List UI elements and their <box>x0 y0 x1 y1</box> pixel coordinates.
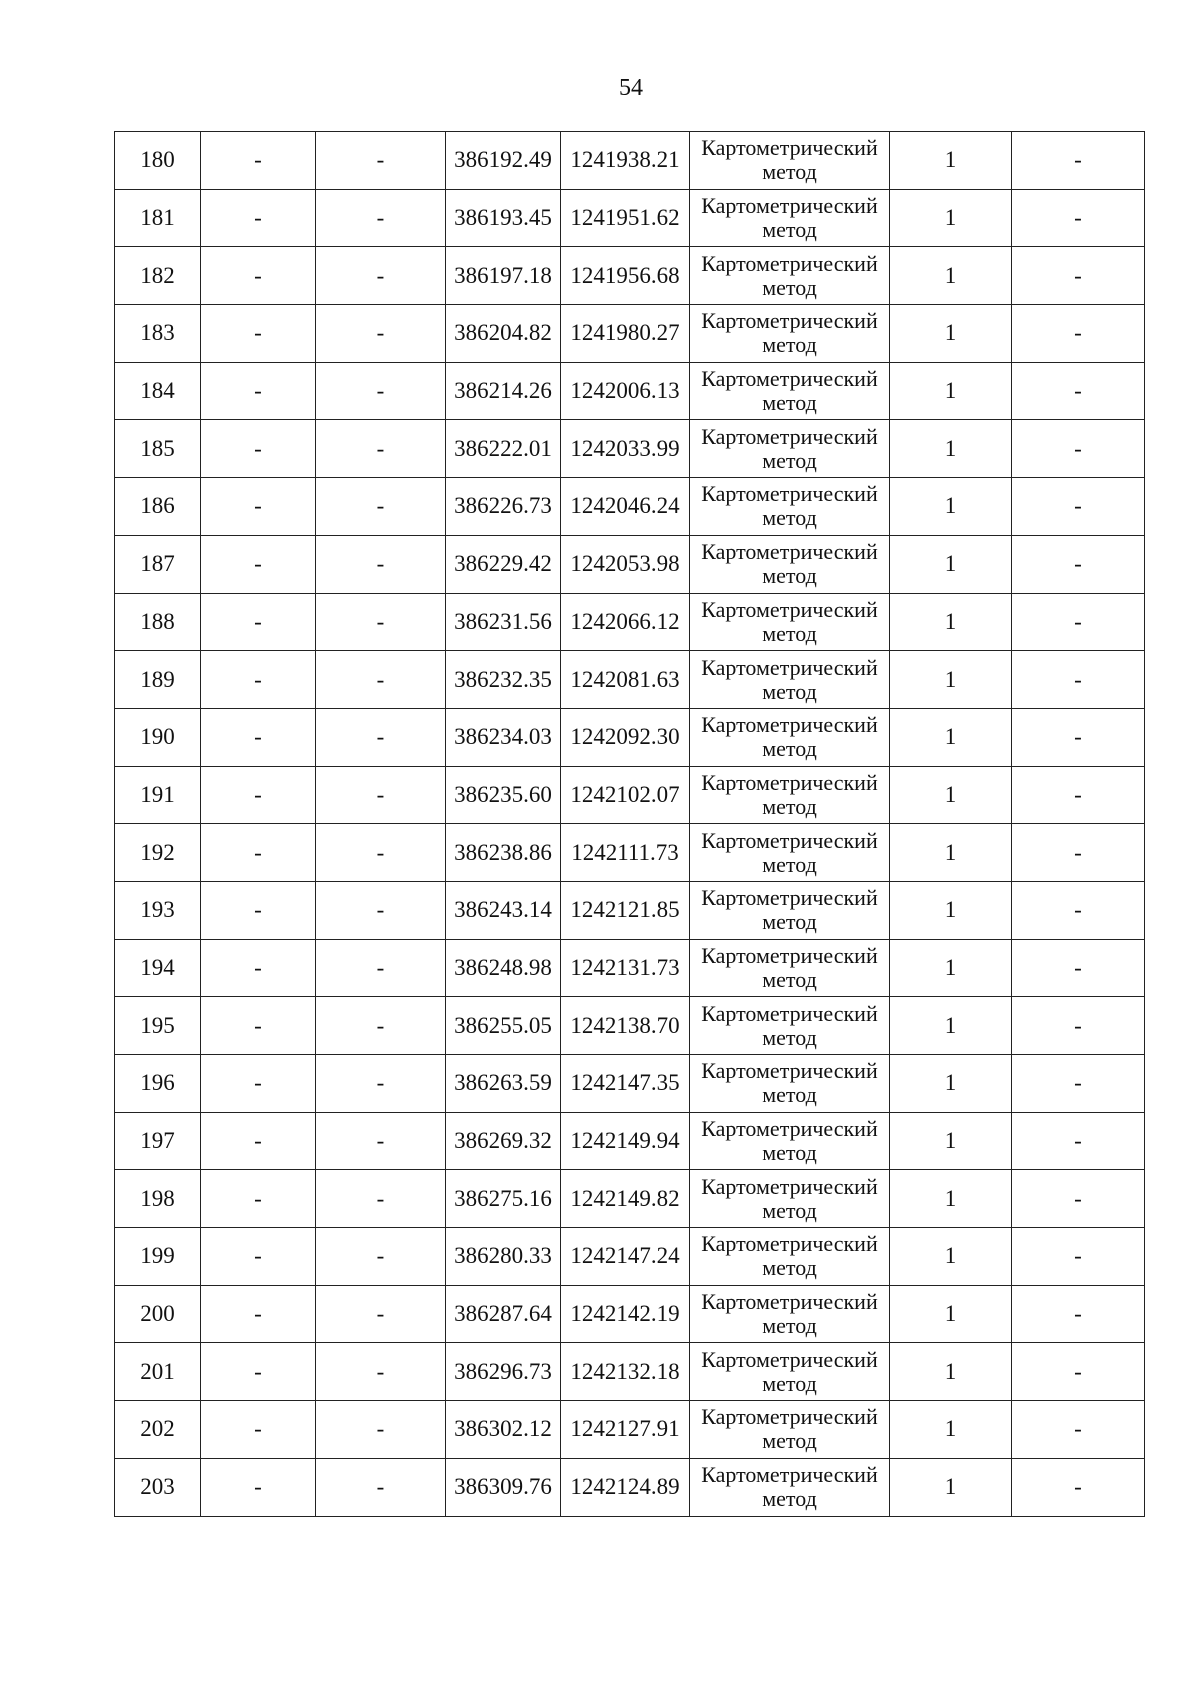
column-8-cell: - <box>1012 420 1145 478</box>
method-label-line1: Картометрический <box>701 1231 878 1257</box>
table-row <box>115 420 1145 478</box>
accuracy-cell: 1 <box>890 593 1012 651</box>
y-coordinate-cell: 1242046.24 <box>561 478 690 536</box>
x-coordinate-cell: 386226.73 <box>446 478 561 536</box>
column-3-cell: - <box>316 1285 446 1343</box>
column-8-cell: - <box>1012 1343 1145 1401</box>
y-coordinate-cell: 1242124.89 <box>561 1458 690 1516</box>
method-label-line2: метод <box>762 1255 817 1281</box>
method-cell <box>690 305 890 363</box>
column-3-cell: - <box>316 362 446 420</box>
table-row <box>115 1285 1145 1343</box>
column-8-cell: - <box>1012 1228 1145 1286</box>
method-cell <box>690 651 890 709</box>
column-8-cell: - <box>1012 997 1145 1055</box>
accuracy-cell: 1 <box>890 651 1012 709</box>
table-row <box>115 1055 1145 1113</box>
x-coordinate-cell: 386192.49 <box>446 132 561 190</box>
column-2-cell: - <box>201 708 316 766</box>
column-2-cell: - <box>201 766 316 824</box>
x-coordinate-cell: 386197.18 <box>446 247 561 305</box>
point-number-cell: 193 <box>115 881 201 939</box>
point-number-cell: 183 <box>115 305 201 363</box>
accuracy-cell: 1 <box>890 478 1012 536</box>
accuracy-cell: 1 <box>890 708 1012 766</box>
method-cell <box>690 997 890 1055</box>
y-coordinate-cell: 1242066.12 <box>561 593 690 651</box>
table-row <box>115 593 1145 651</box>
method-label-line2: метод <box>762 274 817 300</box>
method-cell <box>690 132 890 190</box>
y-coordinate-cell: 1242149.82 <box>561 1170 690 1228</box>
point-number-cell: 198 <box>115 1170 201 1228</box>
y-coordinate-cell: 1241938.21 <box>561 132 690 190</box>
method-label-line1: Картометрический <box>701 1462 878 1488</box>
method-label-line2: метод <box>762 678 817 704</box>
column-8-cell: - <box>1012 824 1145 882</box>
method-label-line2: метод <box>762 620 817 646</box>
table-row <box>115 1401 1145 1459</box>
column-3-cell: - <box>316 1343 446 1401</box>
column-3-cell: - <box>316 1228 446 1286</box>
point-number-cell: 200 <box>115 1285 201 1343</box>
y-coordinate-cell: 1242111.73 <box>561 824 690 882</box>
column-3-cell: - <box>316 939 446 997</box>
method-label-line1: Картометрический <box>701 193 878 219</box>
table-row <box>115 708 1145 766</box>
x-coordinate-cell: 386232.35 <box>446 651 561 709</box>
table-row <box>115 939 1145 997</box>
column-2-cell: - <box>201 189 316 247</box>
accuracy-cell: 1 <box>890 766 1012 824</box>
method-label-line2: метод <box>762 1486 817 1512</box>
y-coordinate-cell: 1241956.68 <box>561 247 690 305</box>
method-label-line1: Картометрический <box>701 885 878 911</box>
table-row <box>115 1112 1145 1170</box>
x-coordinate-cell: 386280.33 <box>446 1228 561 1286</box>
method-label-line1: Картометрический <box>701 1173 878 1199</box>
y-coordinate-cell: 1242033.99 <box>561 420 690 478</box>
point-number-cell: 181 <box>115 189 201 247</box>
x-coordinate-cell: 386269.32 <box>446 1112 561 1170</box>
column-3-cell: - <box>316 478 446 536</box>
coordinates-table <box>114 131 1145 1517</box>
accuracy-cell: 1 <box>890 1170 1012 1228</box>
method-cell <box>690 1343 890 1401</box>
accuracy-cell: 1 <box>890 1228 1012 1286</box>
x-coordinate-cell: 386263.59 <box>446 1055 561 1113</box>
method-cell <box>690 478 890 536</box>
method-label-line1: Картометрический <box>701 1116 878 1142</box>
y-coordinate-cell: 1242138.70 <box>561 997 690 1055</box>
point-number-cell: 184 <box>115 362 201 420</box>
column-8-cell: - <box>1012 1285 1145 1343</box>
table-row <box>115 1170 1145 1228</box>
method-label-line1: Картометрический <box>701 1346 878 1372</box>
column-3-cell: - <box>316 997 446 1055</box>
x-coordinate-cell: 386302.12 <box>446 1401 561 1459</box>
method-label-line2: метод <box>762 505 817 531</box>
table-row <box>115 535 1145 593</box>
column-2-cell: - <box>201 1055 316 1113</box>
column-8-cell: - <box>1012 881 1145 939</box>
column-8-cell: - <box>1012 766 1145 824</box>
y-coordinate-cell: 1241951.62 <box>561 189 690 247</box>
method-label-line2: метод <box>762 1197 817 1223</box>
column-8-cell: - <box>1012 305 1145 363</box>
method-label-line2: метод <box>762 851 817 877</box>
table-row <box>115 824 1145 882</box>
column-2-cell: - <box>201 1285 316 1343</box>
column-3-cell: - <box>316 420 446 478</box>
point-number-cell: 189 <box>115 651 201 709</box>
method-label-line2: метод <box>762 909 817 935</box>
column-3-cell: - <box>316 1055 446 1113</box>
method-label-line2: метод <box>762 736 817 762</box>
column-8-cell: - <box>1012 535 1145 593</box>
column-3-cell: - <box>316 1401 446 1459</box>
accuracy-cell: 1 <box>890 1285 1012 1343</box>
point-number-cell: 186 <box>115 478 201 536</box>
y-coordinate-cell: 1242081.63 <box>561 651 690 709</box>
column-8-cell: - <box>1012 189 1145 247</box>
column-2-cell: - <box>201 824 316 882</box>
column-8-cell: - <box>1012 478 1145 536</box>
point-number-cell: 182 <box>115 247 201 305</box>
method-cell <box>690 1458 890 1516</box>
point-number-cell: 199 <box>115 1228 201 1286</box>
column-8-cell: - <box>1012 132 1145 190</box>
table-row <box>115 1458 1145 1516</box>
column-8-cell: - <box>1012 593 1145 651</box>
method-label-line1: Картометрический <box>701 596 878 622</box>
method-label-line2: метод <box>762 447 817 473</box>
y-coordinate-cell: 1241980.27 <box>561 305 690 363</box>
accuracy-cell: 1 <box>890 824 1012 882</box>
column-3-cell: - <box>316 189 446 247</box>
method-label-line1: Картометрический <box>701 942 878 968</box>
table-row <box>115 132 1145 190</box>
y-coordinate-cell: 1242102.07 <box>561 766 690 824</box>
column-3-cell: - <box>316 593 446 651</box>
x-coordinate-cell: 386214.26 <box>446 362 561 420</box>
method-cell <box>690 189 890 247</box>
method-label-line2: метод <box>762 217 817 243</box>
column-8-cell: - <box>1012 1401 1145 1459</box>
method-cell <box>690 1285 890 1343</box>
point-number-cell: 202 <box>115 1401 201 1459</box>
x-coordinate-cell: 386193.45 <box>446 189 561 247</box>
table-body <box>115 132 1145 1517</box>
x-coordinate-cell: 386309.76 <box>446 1458 561 1516</box>
method-cell <box>690 939 890 997</box>
method-label-line2: метод <box>762 1370 817 1396</box>
y-coordinate-cell: 1242149.94 <box>561 1112 690 1170</box>
x-coordinate-cell: 386287.64 <box>446 1285 561 1343</box>
accuracy-cell: 1 <box>890 1055 1012 1113</box>
accuracy-cell: 1 <box>890 247 1012 305</box>
method-cell <box>690 1112 890 1170</box>
method-label-line1: Картометрический <box>701 1404 878 1430</box>
method-label-line2: метод <box>762 159 817 185</box>
table-row <box>115 305 1145 363</box>
accuracy-cell: 1 <box>890 881 1012 939</box>
method-label-line1: Картометрический <box>701 712 878 738</box>
x-coordinate-cell: 386296.73 <box>446 1343 561 1401</box>
x-coordinate-cell: 386234.03 <box>446 708 561 766</box>
column-3-cell: - <box>316 1458 446 1516</box>
point-number-cell: 187 <box>115 535 201 593</box>
point-number-cell: 192 <box>115 824 201 882</box>
column-3-cell: - <box>316 1112 446 1170</box>
accuracy-cell: 1 <box>890 132 1012 190</box>
column-8-cell: - <box>1012 708 1145 766</box>
method-label-line1: Картометрический <box>701 308 878 334</box>
point-number-cell: 190 <box>115 708 201 766</box>
method-label-line2: метод <box>762 1140 817 1166</box>
column-8-cell: - <box>1012 247 1145 305</box>
method-cell <box>690 1228 890 1286</box>
column-2-cell: - <box>201 1458 316 1516</box>
y-coordinate-cell: 1242147.24 <box>561 1228 690 1286</box>
y-coordinate-cell: 1242121.85 <box>561 881 690 939</box>
x-coordinate-cell: 386255.05 <box>446 997 561 1055</box>
column-8-cell: - <box>1012 1170 1145 1228</box>
method-label-line2: метод <box>762 1428 817 1454</box>
method-label-line1: Картометрический <box>701 250 878 276</box>
point-number-cell: 194 <box>115 939 201 997</box>
column-2-cell: - <box>201 247 316 305</box>
column-2-cell: - <box>201 1170 316 1228</box>
column-2-cell: - <box>201 1343 316 1401</box>
accuracy-cell: 1 <box>890 1401 1012 1459</box>
column-3-cell: - <box>316 305 446 363</box>
method-cell <box>690 766 890 824</box>
table-row <box>115 651 1145 709</box>
y-coordinate-cell: 1242131.73 <box>561 939 690 997</box>
column-2-cell: - <box>201 132 316 190</box>
method-label-line1: Картометрический <box>701 135 878 161</box>
table-row <box>115 247 1145 305</box>
method-label-line2: метод <box>762 1024 817 1050</box>
accuracy-cell: 1 <box>890 939 1012 997</box>
method-label-line2: метод <box>762 1313 817 1339</box>
column-2-cell: - <box>201 593 316 651</box>
accuracy-cell: 1 <box>890 1343 1012 1401</box>
y-coordinate-cell: 1242092.30 <box>561 708 690 766</box>
point-number-cell: 196 <box>115 1055 201 1113</box>
method-label-line1: Картометрический <box>701 539 878 565</box>
column-8-cell: - <box>1012 1458 1145 1516</box>
point-number-cell: 201 <box>115 1343 201 1401</box>
column-3-cell: - <box>316 708 446 766</box>
column-2-cell: - <box>201 881 316 939</box>
page-number: 54 <box>619 75 643 101</box>
column-2-cell: - <box>201 305 316 363</box>
x-coordinate-cell: 386238.86 <box>446 824 561 882</box>
accuracy-cell: 1 <box>890 189 1012 247</box>
method-label-line1: Картометрический <box>701 423 878 449</box>
y-coordinate-cell: 1242127.91 <box>561 1401 690 1459</box>
method-label-line1: Картометрический <box>701 1289 878 1315</box>
x-coordinate-cell: 386222.01 <box>446 420 561 478</box>
point-number-cell: 180 <box>115 132 201 190</box>
column-2-cell: - <box>201 420 316 478</box>
method-cell <box>690 708 890 766</box>
point-number-cell: 185 <box>115 420 201 478</box>
column-2-cell: - <box>201 535 316 593</box>
column-2-cell: - <box>201 1112 316 1170</box>
x-coordinate-cell: 386231.56 <box>446 593 561 651</box>
accuracy-cell: 1 <box>890 420 1012 478</box>
accuracy-cell: 1 <box>890 1112 1012 1170</box>
method-label-line2: метод <box>762 563 817 589</box>
method-label-line1: Картометрический <box>701 769 878 795</box>
method-cell <box>690 247 890 305</box>
method-label-line1: Картометрический <box>701 827 878 853</box>
point-number-cell: 195 <box>115 997 201 1055</box>
method-label-line2: метод <box>762 332 817 358</box>
x-coordinate-cell: 386275.16 <box>446 1170 561 1228</box>
column-2-cell: - <box>201 997 316 1055</box>
x-coordinate-cell: 386243.14 <box>446 881 561 939</box>
column-2-cell: - <box>201 478 316 536</box>
method-label-line1: Картометрический <box>701 1058 878 1084</box>
accuracy-cell: 1 <box>890 535 1012 593</box>
method-cell <box>690 1401 890 1459</box>
method-label-line1: Картометрический <box>701 654 878 680</box>
column-8-cell: - <box>1012 1112 1145 1170</box>
method-cell <box>690 535 890 593</box>
table-row <box>115 1228 1145 1286</box>
method-cell <box>690 420 890 478</box>
y-coordinate-cell: 1242132.18 <box>561 1343 690 1401</box>
method-label-line2: метод <box>762 1082 817 1108</box>
column-3-cell: - <box>316 132 446 190</box>
table-row <box>115 997 1145 1055</box>
method-cell <box>690 881 890 939</box>
method-cell <box>690 824 890 882</box>
column-3-cell: - <box>316 247 446 305</box>
column-3-cell: - <box>316 881 446 939</box>
table-row <box>115 881 1145 939</box>
y-coordinate-cell: 1242006.13 <box>561 362 690 420</box>
y-coordinate-cell: 1242053.98 <box>561 535 690 593</box>
method-cell <box>690 1055 890 1113</box>
method-label-line1: Картометрический <box>701 366 878 392</box>
method-cell <box>690 593 890 651</box>
method-label-line2: метод <box>762 793 817 819</box>
accuracy-cell: 1 <box>890 997 1012 1055</box>
accuracy-cell: 1 <box>890 1458 1012 1516</box>
accuracy-cell: 1 <box>890 362 1012 420</box>
column-8-cell: - <box>1012 651 1145 709</box>
table-row <box>115 766 1145 824</box>
y-coordinate-cell: 1242147.35 <box>561 1055 690 1113</box>
method-cell <box>690 362 890 420</box>
point-number-cell: 191 <box>115 766 201 824</box>
column-2-cell: - <box>201 1401 316 1459</box>
column-3-cell: - <box>316 651 446 709</box>
column-3-cell: - <box>316 1170 446 1228</box>
x-coordinate-cell: 386248.98 <box>446 939 561 997</box>
column-3-cell: - <box>316 766 446 824</box>
column-2-cell: - <box>201 651 316 709</box>
column-2-cell: - <box>201 939 316 997</box>
column-8-cell: - <box>1012 362 1145 420</box>
column-3-cell: - <box>316 535 446 593</box>
table-row <box>115 189 1145 247</box>
column-2-cell: - <box>201 1228 316 1286</box>
method-label-line1: Картометрический <box>701 1000 878 1026</box>
point-number-cell: 188 <box>115 593 201 651</box>
method-label-line2: метод <box>762 390 817 416</box>
y-coordinate-cell: 1242142.19 <box>561 1285 690 1343</box>
column-8-cell: - <box>1012 939 1145 997</box>
column-8-cell: - <box>1012 1055 1145 1113</box>
point-number-cell: 197 <box>115 1112 201 1170</box>
accuracy-cell: 1 <box>890 305 1012 363</box>
table-row <box>115 362 1145 420</box>
table-row <box>115 478 1145 536</box>
column-3-cell: - <box>316 824 446 882</box>
x-coordinate-cell: 386204.82 <box>446 305 561 363</box>
method-label-line1: Картометрический <box>701 481 878 507</box>
x-coordinate-cell: 386229.42 <box>446 535 561 593</box>
column-2-cell: - <box>201 362 316 420</box>
method-cell <box>690 1170 890 1228</box>
point-number-cell: 203 <box>115 1458 201 1516</box>
x-coordinate-cell: 386235.60 <box>446 766 561 824</box>
table-row <box>115 1343 1145 1401</box>
method-label-line2: метод <box>762 966 817 992</box>
